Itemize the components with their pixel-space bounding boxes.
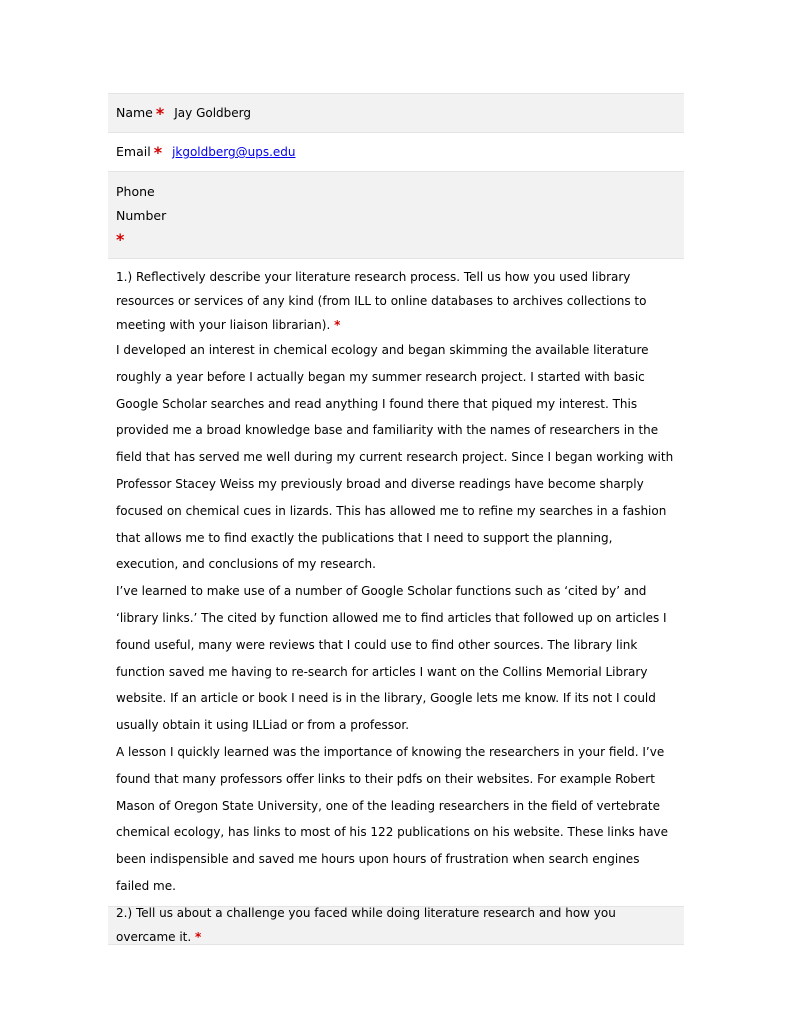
application-form: [108, 93, 684, 945]
question-2-text: [116, 901, 676, 949]
question-1-block: [108, 258, 684, 906]
email-label: Email: [116, 144, 151, 159]
question-2-required-mark: *: [195, 930, 202, 945]
name-row: [108, 93, 684, 132]
question-1-required-mark: *: [334, 318, 341, 332]
name-value: Jay Goldberg: [174, 106, 252, 120]
phone-required-mark: *: [116, 230, 125, 249]
answer-paragraph: I’ve learned to make use of a number of Google Scholar functions such as ‘cited by’ and ‘library links.’ The cited by function allowed me to find articles that followed up on articles I found useful, many were reviews that I could use to find other sources. The library link function saved me having to re-search for articles I want on the Collins Memorial Library website. If an article or book I need is in the library, Google lets me know. If its not I could usually obtain it using ILLiad or from a professor.: [116, 584, 667, 733]
phone-label-line-1: Phone: [116, 184, 155, 199]
name-label: Name: [116, 105, 153, 120]
question-1-answer: [116, 337, 676, 900]
email-required-mark: *: [153, 142, 163, 162]
phone-row: [108, 171, 684, 258]
question-2-label: 2.) Tell us about a challenge you faced while doing literature research and how you overcame it.: [116, 906, 616, 945]
phone-label-line-2: Number: [116, 208, 167, 223]
answer-paragraph: A lesson I quickly learned was the importance of knowing the researchers in your field. I’ve found that many professors offer links to their pdfs on their websites. For example Robert Mason of Oregon State University, one of the leading researchers in the field of vertebrate chemical ecology, has links to most of his 122 publications on his website. These links have been indispensible and saved me hours upon hours of frustration when search engines failed me.: [116, 744, 669, 893]
name-required-mark: *: [155, 103, 165, 123]
answer-paragraph: I developed an interest in chemical ecology and began skimming the available literature roughly a year before I actually began my summer research project. I started with basic Google Scholar searches and read anything I found there that piqued my interest. This provided me a broad knowledge base and familiarity with the names of researchers in the field that has served me well during my current research project. Since I began working with Professor Stacey Weiss my previously broad and diverse readings have become sharply focused on chemical cues in lizards. This has allowed me to refine my searches in a fashion that allows me to find exactly the publications that I need to support the planning, execution, and conclusions of my research.: [116, 343, 674, 572]
question-1-label: 1.) Reflectively describe your literature research process. Tell us how you used library resources or services of any kind (from ILL to online databases to archives collections to meeting with your liaison librarian).: [116, 270, 647, 332]
question-1-text: [116, 265, 676, 337]
email-row: [108, 132, 684, 171]
email-link[interactable]: jkgoldberg@ups.edu: [172, 145, 296, 159]
question-2-block: [108, 906, 684, 945]
